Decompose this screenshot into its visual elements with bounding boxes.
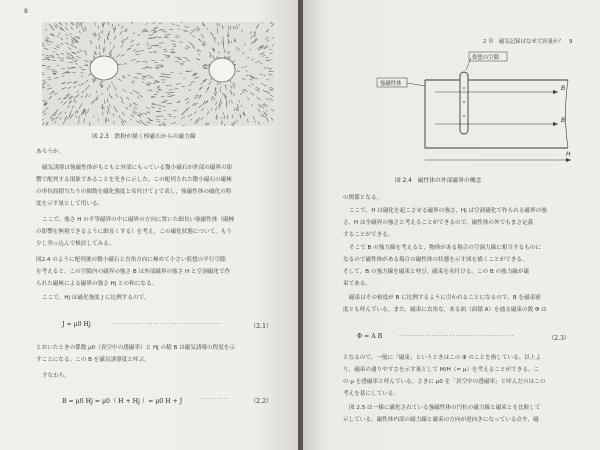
label-virtual-void: 仮想の空隙 (472, 55, 499, 61)
magnet-pole-right (209, 58, 235, 82)
equation-number: （2.3） (548, 335, 571, 342)
text-line: り，磁束の通りやすさを示す量として M/H（= μ）を考えることができる。こ (343, 367, 540, 373)
text-line: すなわち， (42, 373, 70, 379)
equation-2-1: J = μ0 Hj (62, 321, 91, 328)
text-line: 図 2.5 は一様に磁化されている強磁性体の円柱の磁力線と磁束とを比較して (349, 405, 541, 411)
text-line: を考えると，この空隙内の磁界の強さ B は外部磁界の強さ H と空洞磁化で作 (36, 269, 231, 275)
equation-number: （2.2） (250, 398, 273, 405)
body-outline (425, 80, 568, 148)
text-line: さ，H は全磁界の強さと考えることができるので，磁性体の外でもまさ定義 (343, 220, 534, 226)
left-page-number: 8 (24, 8, 28, 15)
text-line: すことになる。この B を磁気誘導度と呼ぶ。 (36, 357, 150, 363)
text-line: となるので，一般に「磁束」というときはこの Φ のことを指している。以上よ (343, 355, 542, 361)
label-B-top: B (561, 85, 566, 92)
text-line: あろうか。 (36, 149, 64, 155)
equation-2-3: Φ = A B (357, 333, 383, 340)
text-line: 図2.4 のように配列後の微小磁石と直角方向に極めて小さい仮想の平行空隙 (36, 257, 226, 263)
equation-leader: ·········· (200, 396, 230, 403)
equation-leader: ······································· (399, 333, 515, 340)
text-line: 磁束はその密度が B に比例するように引かれることになるので，B を磁束密 (349, 295, 541, 301)
text-line: ここで，Hj は磁化強度 J に比例するので， (42, 295, 150, 301)
text-line: 束である。 (343, 281, 371, 287)
text-line: 磁気誘導は強磁性体がもともと外部にもっている微小磁石が外部の磁界の影 (42, 165, 233, 171)
text-line: とおいたときの係数 μ0（真空中の透磁率）と Hj の積 B は磁気誘導の程度を示 (36, 345, 236, 351)
text-line: られた磁極による磁界の強さ Hj との和になる。 (36, 281, 158, 287)
equation-leader: ····································· (112, 321, 222, 328)
equation-2-2: B = μ0 Hj = μ0（ H + Hj ）= μ0 H + J (62, 398, 183, 405)
equation-number: （2.1） (250, 323, 273, 330)
text-line: ここで，H は磁化を起こさせる磁界の強さ，Hj は空洞磁化で作られる磁界の強 (349, 208, 547, 214)
figure-caption: 図 2.3 鉄粉が描く棒磁石からの磁力線 (92, 134, 196, 140)
text-line: の影響を無視できるように細長くする）を考え，この磁化状態について，もう (36, 229, 232, 235)
text-line: 度を示す量として用いる。 (36, 201, 104, 207)
text-line: の μ を透磁率と呼んでいる。さきに μ0 を「真空中の透磁率」と呼んだのはこの (343, 379, 546, 385)
text-line: 示している。磁性体内部の磁力線と磁束の方向が逆向きになっている点や，磁 (343, 417, 539, 423)
label-B-bottom: B (561, 117, 566, 124)
text-line: ここで，強さ H の平等磁界の中に磁界の方向に置いた細長い強磁性体（磁極 (42, 217, 235, 223)
running-header: 2 章 磁気記録はなぜ大容量か？ 9 (483, 39, 573, 45)
virtual-void (460, 72, 468, 134)
text-line: の関係となる。 (343, 195, 383, 201)
iron-filings-figure (42, 22, 274, 126)
figure-caption: 図 2.4 磁性体の外部磁界の概念 (395, 178, 482, 184)
text-line: そして，B の強力線を磁束と呼び，磁束を名付ける。この B の強力線が磁 (343, 269, 530, 275)
text-line: の単位面積当たりの個数を磁化強度と名付けて J で表し，強磁性体の磁化の程 (36, 189, 232, 195)
text-line: 考えを基にしている。 (343, 391, 399, 397)
magnetic-body-figure (363, 50, 577, 170)
left-page (0, 0, 298, 450)
right-page (303, 0, 600, 450)
label-ferromagnetic-body: 強磁性体 (380, 81, 402, 87)
magnet-pole-left (90, 56, 118, 80)
text-line: 度とも呼んでいる。また，磁束に直角な，ある面（面積 A）を通る磁束の数 Φ は (343, 307, 547, 313)
text-line: 少し突っ込んで検討してみる。 (36, 241, 115, 247)
text-line: することができる。 (343, 232, 394, 238)
text-line: なるので磁性体がある場合の磁性体の状態を示す図を描くことができる。 (343, 257, 528, 263)
label-H: H (566, 151, 571, 158)
text-line: 響で配列する現象であることを先きに示した。この配列された微小磁石の磁極 (36, 177, 232, 183)
text-line: そこで B の強力線を考えると，物体がある場合の空洞力線に相当するものに (349, 245, 541, 251)
